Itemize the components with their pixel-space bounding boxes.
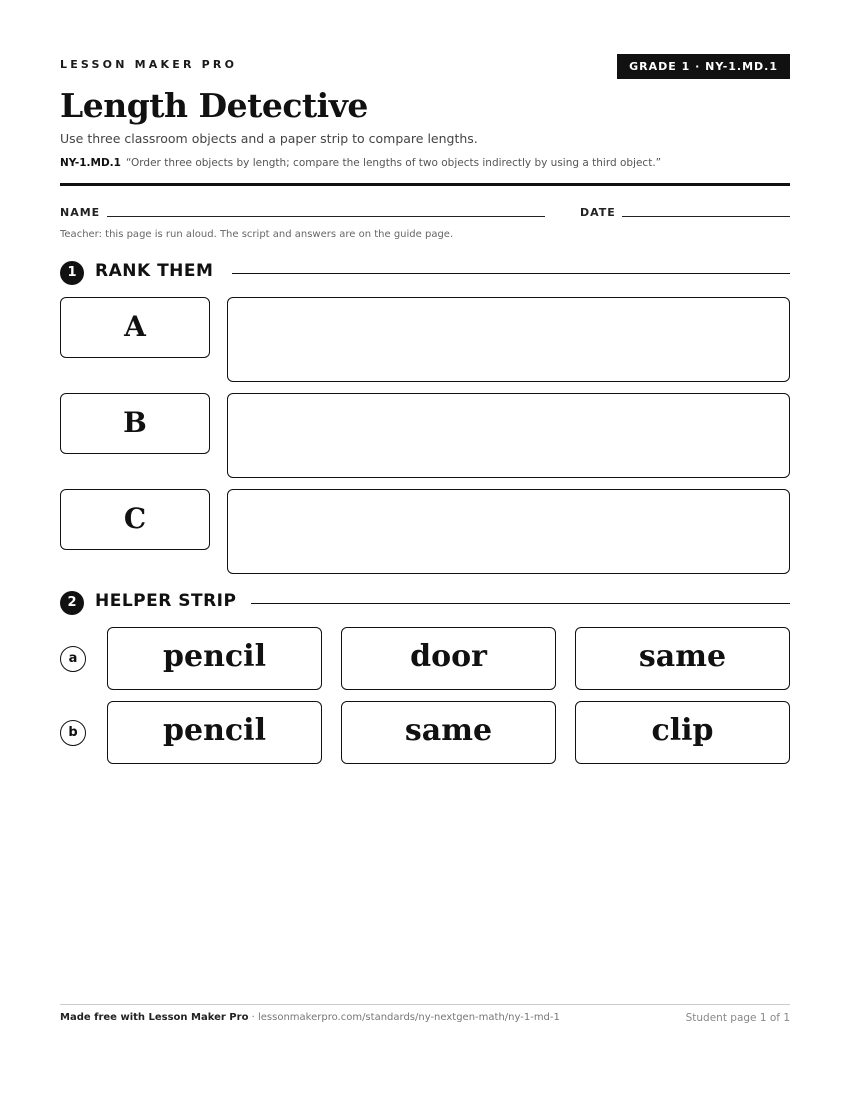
section-rule (251, 603, 790, 604)
rank-answer-box[interactable] (227, 297, 790, 382)
word-card[interactable]: door (341, 627, 556, 690)
rank-answer-box[interactable] (227, 489, 790, 574)
name-line[interactable] (107, 216, 545, 217)
name-label: NAME (60, 206, 101, 219)
row-letter-badge: b (60, 720, 86, 746)
standard-statement (60, 157, 661, 169)
worksheet-page (60, 0, 790, 1100)
footer-divider (60, 1004, 790, 1005)
footer-made-with: Made free with Lesson Maker Pro (60, 1012, 249, 1023)
header-divider (60, 183, 790, 186)
rank-row-b (60, 393, 790, 478)
page-title: Length Detective (60, 86, 368, 125)
footer-credit (60, 1012, 560, 1023)
standard-text: “Order three objects by length; compare the lengths of two objects indirectly by using a third object.” (125, 157, 662, 169)
rank-label: B (60, 393, 210, 454)
section-rule (232, 273, 790, 274)
standard-code: NY-1.MD.1 (60, 157, 121, 169)
section-number-badge: 2 (60, 591, 84, 615)
date-label: DATE (580, 206, 616, 219)
section-helper-strip-header (60, 589, 790, 615)
brand-name: LESSON MAKER PRO (60, 58, 238, 71)
row-letter-badge: a (60, 646, 86, 672)
word-card[interactable]: same (575, 627, 790, 690)
teacher-note: Teacher: this page is run aloud. The script and answers are on the guide page. (60, 229, 454, 240)
date-line[interactable] (622, 216, 790, 217)
helper-strip-row-b (60, 701, 790, 764)
rank-row-a (60, 297, 790, 382)
word-card[interactable]: clip (575, 701, 790, 764)
section-rank-them-header (60, 259, 790, 285)
rank-label: A (60, 297, 210, 358)
page-subtitle: Use three classroom objects and a paper strip to compare lengths. (60, 131, 478, 146)
footer-page-number: Student page 1 of 1 (685, 1012, 790, 1024)
rank-label: C (60, 489, 210, 550)
grade-badge: GRADE 1 · NY-1.MD.1 (617, 54, 790, 79)
section-number-badge: 1 (60, 261, 84, 285)
rank-row-c (60, 489, 790, 574)
word-card[interactable]: pencil (107, 627, 322, 690)
word-card[interactable]: same (341, 701, 556, 764)
helper-strip-row-a (60, 627, 790, 690)
section-title: HELPER STRIP (95, 591, 237, 611)
section-title: RANK THEM (95, 261, 214, 281)
word-card[interactable]: pencil (107, 701, 322, 764)
rank-answer-box[interactable] (227, 393, 790, 478)
footer-url[interactable]: · lessonmakerpro.com/standards/ny-nextgen-math/ny-1-md-1 (248, 1012, 560, 1023)
